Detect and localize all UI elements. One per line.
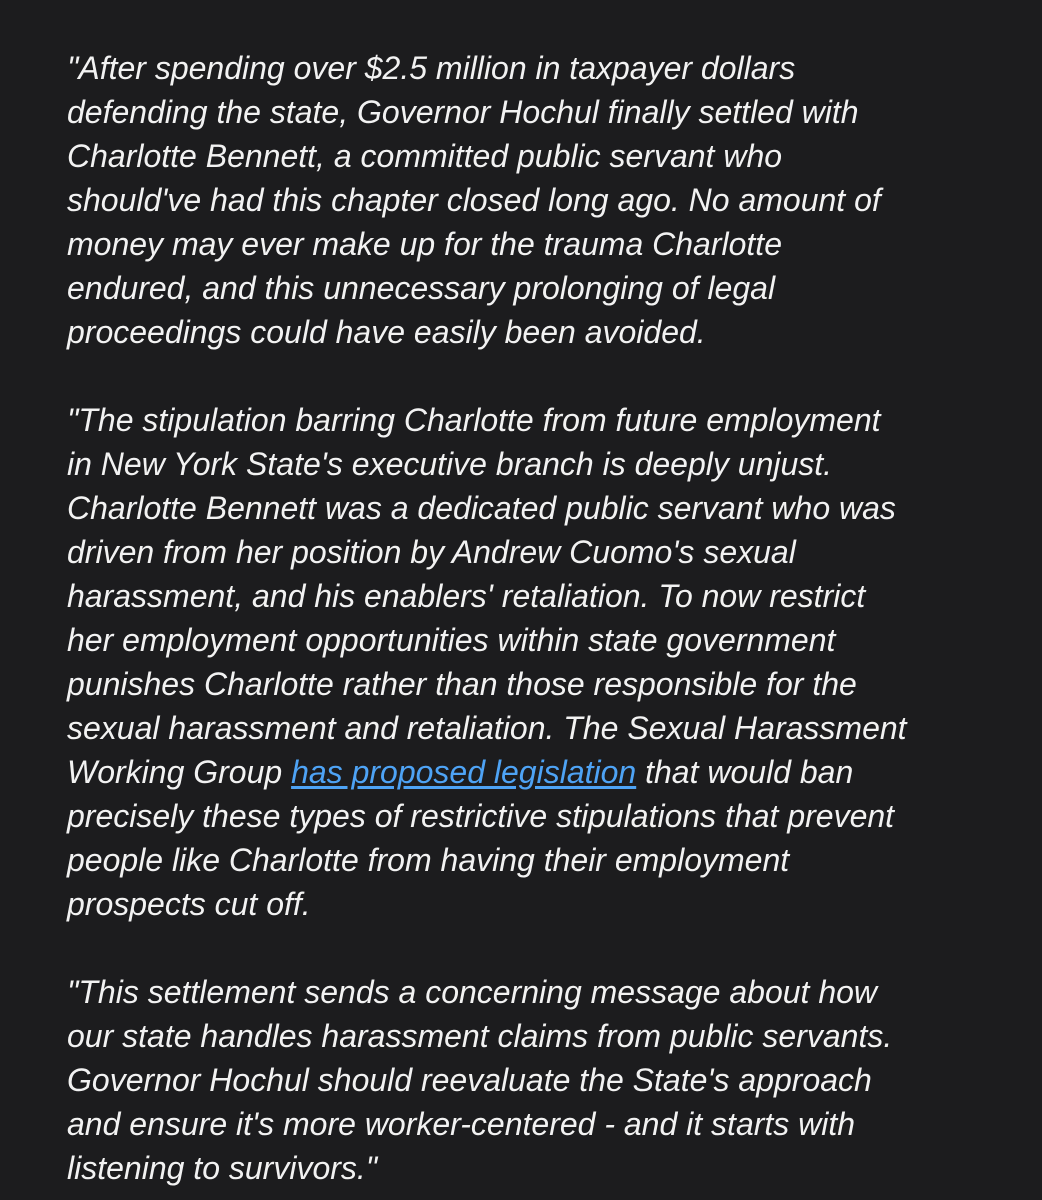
paragraph-concerning-message: "This settlement sends a concerning message about how our state handles harassment claims from public servants. Governor Hochul should reevaluate the State's approach and ensure it's more worker-centered - and it starts with listening to survivors." bbox=[67, 974, 893, 1186]
paragraph-settlement-cost: "After spending over $2.5 million in taxpayer dollars defending the state, Governor Hochul finally settled with Charlotte Bennett, a committed public servant who should've had this chapter closed long ago. No amount of money may ever make up for the trauma Charlotte endured, and this unnecessary prolonging of legal proceedings could have easily been avoided. bbox=[67, 50, 881, 350]
proposed-legislation-link[interactable]: has proposed legislation bbox=[291, 754, 637, 790]
paragraph-text-after-link: that would ban precisely these types of restrictive stipulations that prevent people like Charlotte from having their employment prospects cut off. bbox=[67, 754, 895, 922]
paragraph-employment-stipulation bbox=[67, 398, 1017, 926]
article-body bbox=[67, 46, 1017, 1190]
paragraph-text-before-link: "The stipulation barring Charlotte from future employment in New York State's executive branch is deeply unjust. Charlotte Bennett was a dedicated public servant who was driven from her position by Andrew Cuomo's sexual harassment, and his enablers' retaliation. To now restrict her employment opportunities within state government punishes Charlotte rather than those responsible for the sexual harassment and retaliation. The Sexual Harassment Working Group bbox=[67, 402, 907, 790]
